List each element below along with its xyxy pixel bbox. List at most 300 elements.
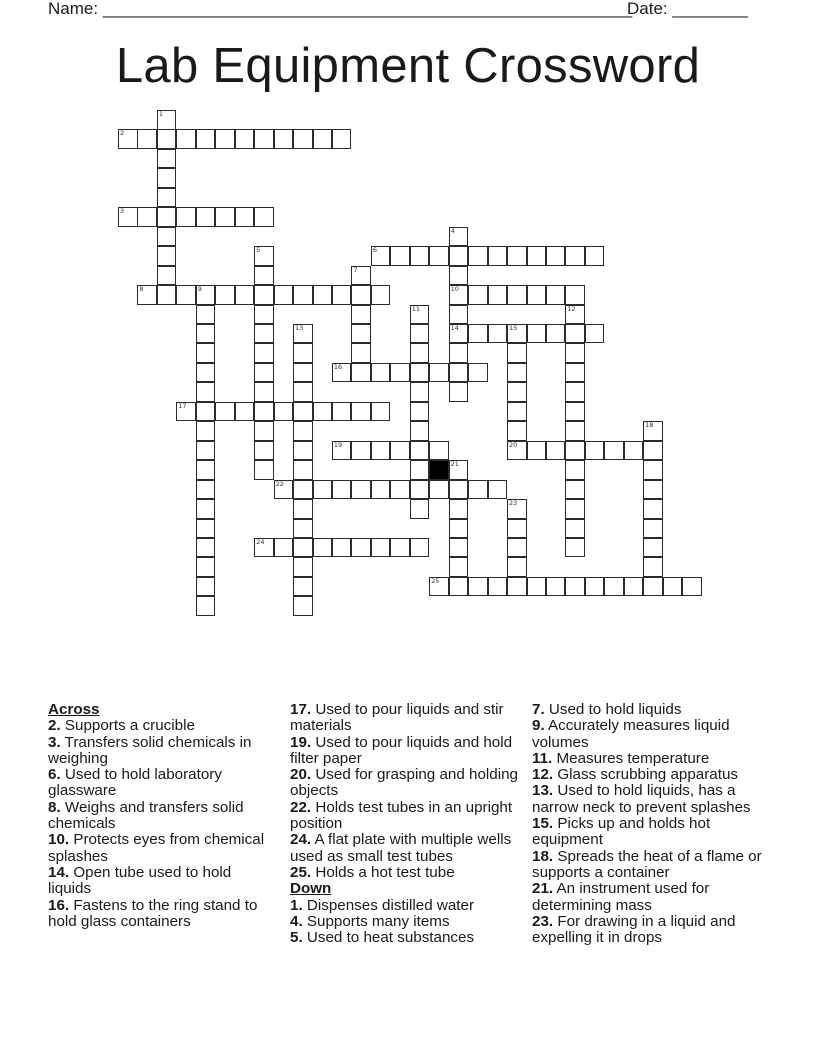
grid-cell[interactable] xyxy=(293,577,313,597)
grid-cell[interactable] xyxy=(410,421,430,441)
grid-cell[interactable] xyxy=(196,324,216,344)
grid-cell[interactable] xyxy=(313,480,333,500)
grid-cell[interactable] xyxy=(565,480,585,500)
grid-cell[interactable] xyxy=(507,285,527,305)
grid-cell[interactable] xyxy=(332,285,352,305)
grid-cell[interactable] xyxy=(293,324,313,344)
grid-cell[interactable] xyxy=(429,363,449,383)
clue-text: Used for grasping and holding objects xyxy=(290,766,518,800)
grid-cell[interactable] xyxy=(449,363,469,383)
grid-cell[interactable] xyxy=(371,402,391,422)
grid-cell[interactable] xyxy=(507,519,527,539)
grid-cell[interactable] xyxy=(157,266,177,286)
grid-cell[interactable] xyxy=(468,285,488,305)
grid-cell[interactable] xyxy=(332,441,352,461)
grid-cell[interactable] xyxy=(157,227,177,247)
grid-cell[interactable] xyxy=(565,246,585,266)
grid-cell[interactable] xyxy=(565,441,585,461)
clue-number: 13. xyxy=(532,782,554,800)
grid-cell[interactable] xyxy=(196,421,216,441)
grid-cell[interactable] xyxy=(643,538,663,558)
grid-cell[interactable] xyxy=(196,596,216,616)
clue-item xyxy=(532,783,768,816)
grid-cell[interactable] xyxy=(468,363,488,383)
clue-item xyxy=(532,702,768,718)
grid-cell[interactable] xyxy=(488,324,508,344)
clue-number: 2. xyxy=(48,717,61,735)
grid-cell[interactable] xyxy=(507,499,527,519)
clue-item xyxy=(532,816,768,849)
grid-cell[interactable] xyxy=(176,207,196,227)
grid-cell[interactable] xyxy=(527,324,547,344)
grid-cell[interactable] xyxy=(293,402,313,422)
clue-column-2 xyxy=(290,702,518,946)
cell-number: 21 xyxy=(450,460,459,469)
grid-cell[interactable] xyxy=(527,577,547,597)
grid-cell[interactable] xyxy=(527,246,547,266)
grid-cell[interactable] xyxy=(351,441,371,461)
grid-cell[interactable] xyxy=(488,285,508,305)
grid-cell[interactable] xyxy=(176,285,196,305)
clue-text: Weighs and transfers solid chemicals xyxy=(48,798,244,833)
grid-cell[interactable] xyxy=(293,519,313,539)
clue-column-3 xyxy=(532,702,768,946)
grid-cell[interactable] xyxy=(157,207,177,227)
grid-cell[interactable] xyxy=(274,538,294,558)
grid-cell[interactable] xyxy=(585,324,605,344)
clue-text: Holds a hot test tube xyxy=(311,863,455,881)
cell-number: 18 xyxy=(645,421,654,430)
grid-cell[interactable] xyxy=(196,402,216,422)
cell-number: 3 xyxy=(120,207,125,216)
clue-number: 1. xyxy=(290,896,303,914)
grid-cell[interactable] xyxy=(449,382,469,402)
grid-cell[interactable] xyxy=(157,110,177,130)
clue-text: An instrument used for determining mass xyxy=(532,880,710,914)
clue-text: Used to hold laboratory glassware xyxy=(48,766,222,800)
grid-cell[interactable] xyxy=(546,441,566,461)
clue-text: Fastens to the ring stand to hold glass containers xyxy=(48,896,258,930)
grid-cell[interactable] xyxy=(468,480,488,500)
clue-text: Accurately measures liquid volumes xyxy=(532,717,730,751)
grid-cell[interactable] xyxy=(565,421,585,441)
cell-number: 5 xyxy=(256,246,261,255)
grid-cell[interactable] xyxy=(274,480,294,500)
clue-number: 7. xyxy=(532,701,545,718)
grid-cell[interactable] xyxy=(215,207,235,227)
grid-cell[interactable] xyxy=(565,499,585,519)
grid-cell[interactable] xyxy=(390,480,410,500)
cell-number: 11 xyxy=(411,304,421,313)
grid-cell[interactable] xyxy=(624,441,644,461)
grid-cell[interactable] xyxy=(507,577,527,597)
clue-text: Protects eyes from chemical splashes xyxy=(48,831,265,865)
grid-cell[interactable] xyxy=(429,246,449,266)
clue-item xyxy=(290,914,518,930)
clue-text: Open tube used to hold liquids xyxy=(48,863,232,898)
grid-cell[interactable] xyxy=(429,441,449,461)
grid-cell[interactable] xyxy=(565,363,585,383)
grid-cell[interactable] xyxy=(604,441,624,461)
page-title: Lab Equipment Crossword xyxy=(115,39,701,93)
grid-cell[interactable] xyxy=(196,441,216,461)
grid-cell[interactable] xyxy=(196,285,216,305)
grid-cell[interactable] xyxy=(293,363,313,383)
grid-cell[interactable] xyxy=(293,129,313,149)
grid-cell[interactable] xyxy=(604,577,624,597)
grid-cell[interactable] xyxy=(254,402,274,422)
grid-cell[interactable] xyxy=(371,363,391,383)
grid-cell[interactable] xyxy=(254,129,274,149)
grid-cell[interactable] xyxy=(507,343,527,363)
grid-cell[interactable] xyxy=(254,538,274,558)
grid-cell[interactable] xyxy=(449,266,469,286)
grid-cell[interactable] xyxy=(254,363,274,383)
grid-cell[interactable] xyxy=(410,441,430,461)
clue-text: Holds test tubes in an upright position xyxy=(290,798,513,833)
grid-cell[interactable] xyxy=(565,402,585,422)
clue-item xyxy=(290,865,518,881)
grid-cell[interactable] xyxy=(293,460,313,480)
clue-item xyxy=(290,800,518,833)
cell-number: 16 xyxy=(333,362,343,371)
grid-cell[interactable] xyxy=(565,285,585,305)
grid-cell[interactable] xyxy=(682,577,702,597)
grid-cell[interactable] xyxy=(293,285,313,305)
grid-cell[interactable] xyxy=(449,499,469,519)
grid-cell[interactable] xyxy=(507,363,527,383)
cell-number: 4 xyxy=(450,226,455,235)
grid-cell[interactable] xyxy=(643,480,663,500)
grid-cell[interactable] xyxy=(215,402,235,422)
clue-item xyxy=(532,881,768,914)
grid-cell[interactable] xyxy=(196,343,216,363)
grid-cell[interactable] xyxy=(332,129,352,149)
grid-cell[interactable] xyxy=(235,129,255,149)
grid-cell[interactable] xyxy=(371,285,391,305)
grid-cell[interactable] xyxy=(643,519,663,539)
grid-cell[interactable] xyxy=(390,441,410,461)
grid-cell[interactable] xyxy=(293,499,313,519)
grid-cell[interactable] xyxy=(565,382,585,402)
grid-cell[interactable] xyxy=(643,557,663,577)
grid-cell[interactable] xyxy=(527,285,547,305)
grid-cell[interactable] xyxy=(332,363,352,383)
grid-cell[interactable] xyxy=(624,577,644,597)
grid-cell[interactable] xyxy=(157,246,177,266)
grid-cell[interactable] xyxy=(196,480,216,500)
grid-cell[interactable] xyxy=(254,421,274,441)
grid-cell[interactable] xyxy=(196,129,216,149)
grid-cell[interactable] xyxy=(351,402,371,422)
grid-cell[interactable] xyxy=(643,460,663,480)
grid-cell[interactable] xyxy=(371,246,391,266)
clue-text: Used to hold liquids, has a narrow neck to prevent splashes xyxy=(532,782,751,816)
grid-cell[interactable] xyxy=(137,129,157,149)
grid-cell[interactable] xyxy=(313,129,333,149)
grid-cell[interactable] xyxy=(176,129,196,149)
grid-cell[interactable] xyxy=(274,285,294,305)
grid-cell[interactable] xyxy=(429,480,449,500)
grid-cell[interactable] xyxy=(176,402,196,422)
grid-cell[interactable] xyxy=(643,499,663,519)
grid-cell[interactable] xyxy=(565,538,585,558)
clue-item xyxy=(48,735,276,768)
clue-number: 8. xyxy=(48,798,61,816)
grid-cell[interactable] xyxy=(293,382,313,402)
grid-cell[interactable] xyxy=(410,402,430,422)
grid-cell[interactable] xyxy=(449,460,469,480)
clue-item xyxy=(532,767,768,783)
grid-cell[interactable] xyxy=(546,577,566,597)
grid-cell[interactable] xyxy=(449,480,469,500)
clue-item xyxy=(290,767,518,800)
grid-cell[interactable] xyxy=(196,538,216,558)
grid-cell[interactable] xyxy=(254,343,274,363)
grid-cell[interactable] xyxy=(449,305,469,325)
cell-number: 12 xyxy=(567,304,576,313)
clue-item xyxy=(532,751,768,767)
cell-number: 22 xyxy=(275,479,284,488)
grid-cell[interactable] xyxy=(157,188,177,208)
name-field-label: Name: ________________________________________________________ xyxy=(48,0,633,18)
grid-cell[interactable] xyxy=(351,480,371,500)
grid-cell[interactable] xyxy=(410,480,430,500)
grid-cell[interactable] xyxy=(274,402,294,422)
grid-cell[interactable] xyxy=(565,519,585,539)
grid-cell[interactable] xyxy=(235,285,255,305)
cell-number: 7 xyxy=(353,265,358,274)
cell-number: 9 xyxy=(197,285,202,293)
grid-cell[interactable] xyxy=(449,519,469,539)
clue-number: 16. xyxy=(48,896,70,914)
grid-cell[interactable] xyxy=(546,285,566,305)
grid-cell[interactable] xyxy=(137,285,157,305)
grid-cell[interactable] xyxy=(410,305,430,325)
clue-item xyxy=(48,800,276,833)
grid-cell[interactable] xyxy=(410,343,430,363)
grid-cell[interactable] xyxy=(157,129,177,149)
grid-cell[interactable] xyxy=(410,382,430,402)
clue-text: Used to heat substances xyxy=(302,929,475,947)
grid-cell[interactable] xyxy=(254,324,274,344)
grid-cell[interactable] xyxy=(293,596,313,616)
grid-cell[interactable] xyxy=(565,324,585,344)
cell-number: 25 xyxy=(431,576,440,585)
clue-number: 6. xyxy=(48,766,61,784)
grid-cell[interactable] xyxy=(546,246,566,266)
grid-cell[interactable] xyxy=(507,402,527,422)
grid-cell[interactable] xyxy=(565,305,585,325)
grid-cell[interactable] xyxy=(390,538,410,558)
clue-item xyxy=(290,898,518,914)
clue-number: 22. xyxy=(290,798,312,816)
cell-number: 10 xyxy=(450,285,459,293)
grid-cell[interactable] xyxy=(313,538,333,558)
grid-cell[interactable] xyxy=(157,285,177,305)
grid-cell[interactable] xyxy=(254,285,274,305)
grid-cell[interactable] xyxy=(527,441,547,461)
grid-cell[interactable] xyxy=(332,402,352,422)
clue-text: Picks up and holds hot equipment xyxy=(532,815,711,849)
grid-cell[interactable] xyxy=(254,207,274,227)
clue-text: Dispenses distilled water xyxy=(302,896,475,914)
grid-cell[interactable] xyxy=(157,168,177,188)
cell-number: 20 xyxy=(509,440,518,449)
clue-number: 19. xyxy=(290,733,312,751)
grid-cell[interactable] xyxy=(449,227,469,247)
grid-cell[interactable] xyxy=(507,421,527,441)
grid-cell[interactable] xyxy=(293,343,313,363)
grid-cell[interactable] xyxy=(585,577,605,597)
grid-cell[interactable] xyxy=(449,285,469,305)
grid-cell[interactable] xyxy=(546,324,566,344)
cell-number: 23 xyxy=(509,499,518,507)
grid-cell[interactable] xyxy=(585,246,605,266)
grid-cell[interactable] xyxy=(371,538,391,558)
grid-cell[interactable] xyxy=(215,285,235,305)
clue-item xyxy=(532,849,768,882)
grid-cell[interactable] xyxy=(371,480,391,500)
grid-cell[interactable] xyxy=(118,207,138,227)
clue-text: Glass scrubbing apparatus xyxy=(553,766,739,784)
grid-cell[interactable] xyxy=(215,129,235,149)
black-cell xyxy=(429,460,449,480)
grid-cell[interactable] xyxy=(429,577,449,597)
grid-cell[interactable] xyxy=(293,441,313,461)
grid-cell[interactable] xyxy=(663,577,683,597)
cell-number: 2 xyxy=(120,129,125,138)
grid-cell[interactable] xyxy=(468,324,488,344)
clue-number: 14. xyxy=(48,863,70,881)
grid-cell[interactable] xyxy=(507,557,527,577)
grid-cell[interactable] xyxy=(254,441,274,461)
grid-cell[interactable] xyxy=(351,343,371,363)
grid-cell[interactable] xyxy=(196,577,216,597)
grid-cell[interactable] xyxy=(196,460,216,480)
clue-number: 11. xyxy=(532,749,553,767)
grid-cell[interactable] xyxy=(585,441,605,461)
grid-cell[interactable] xyxy=(351,285,371,305)
cell-number: 14 xyxy=(450,323,459,332)
grid-cell[interactable] xyxy=(351,324,371,344)
clue-number: 23. xyxy=(532,912,554,930)
grid-cell[interactable] xyxy=(196,382,216,402)
clue-item xyxy=(290,735,518,768)
grid-cell[interactable] xyxy=(410,499,430,519)
grid-cell[interactable] xyxy=(643,441,663,461)
grid-cell[interactable] xyxy=(293,557,313,577)
grid-cell[interactable] xyxy=(371,441,391,461)
clue-item xyxy=(48,898,276,931)
grid-cell[interactable] xyxy=(196,207,216,227)
grid-cell[interactable] xyxy=(351,266,371,286)
clue-item xyxy=(290,702,518,735)
grid-cell[interactable] xyxy=(351,538,371,558)
grid-cell[interactable] xyxy=(118,129,138,149)
grid-cell[interactable] xyxy=(507,441,527,461)
grid-cell[interactable] xyxy=(390,246,410,266)
clue-item xyxy=(532,718,768,751)
grid-cell[interactable] xyxy=(274,129,294,149)
grid-cell[interactable] xyxy=(351,363,371,383)
grid-cell[interactable] xyxy=(254,266,274,286)
grid-cell[interactable] xyxy=(196,305,216,325)
grid-cell[interactable] xyxy=(410,538,430,558)
grid-cell[interactable] xyxy=(196,499,216,519)
grid-cell[interactable] xyxy=(390,363,410,383)
grid-cell[interactable] xyxy=(488,480,508,500)
grid-cell[interactable] xyxy=(449,343,469,363)
grid-cell[interactable] xyxy=(468,246,488,266)
grid-cell[interactable] xyxy=(332,480,352,500)
grid-cell[interactable] xyxy=(157,149,177,169)
grid-cell[interactable] xyxy=(565,460,585,480)
grid-cell[interactable] xyxy=(254,246,274,266)
grid-cell[interactable] xyxy=(468,577,488,597)
clue-column-1 xyxy=(48,702,276,930)
grid-cell[interactable] xyxy=(565,343,585,363)
grid-cell[interactable] xyxy=(351,305,371,325)
grid-cell[interactable] xyxy=(449,538,469,558)
grid-cell[interactable] xyxy=(449,246,469,266)
clue-text: Spreads the heat of a flame or supports a container xyxy=(532,847,762,881)
clue-item xyxy=(290,930,518,946)
grid-cell[interactable] xyxy=(235,402,255,422)
clue-text: A flat plate with multiple wells used as small test tubes xyxy=(290,831,512,865)
grid-cell[interactable] xyxy=(565,577,585,597)
cell-number: 24 xyxy=(256,537,265,546)
grid-cell[interactable] xyxy=(196,363,216,383)
grid-cell[interactable] xyxy=(313,285,333,305)
grid-cell[interactable] xyxy=(254,460,274,480)
grid-cell[interactable] xyxy=(449,324,469,344)
cell-number: 8 xyxy=(139,285,144,293)
grid-cell[interactable] xyxy=(254,305,274,325)
grid-cell[interactable] xyxy=(332,538,352,558)
grid-cell[interactable] xyxy=(196,519,216,539)
grid-cell[interactable] xyxy=(137,207,157,227)
grid-cell[interactable] xyxy=(410,363,430,383)
grid-cell[interactable] xyxy=(507,246,527,266)
clue-text: Used to pour liquids and hold filter paper xyxy=(290,733,513,767)
grid-cell[interactable] xyxy=(488,577,508,597)
grid-cell[interactable] xyxy=(507,324,527,344)
clue-text: Supports many items xyxy=(302,912,450,930)
grid-cell[interactable] xyxy=(449,557,469,577)
grid-cell[interactable] xyxy=(507,538,527,558)
grid-cell[interactable] xyxy=(507,382,527,402)
grid-cell[interactable] xyxy=(643,577,663,597)
grid-cell[interactable] xyxy=(235,207,255,227)
clue-text: Used to hold liquids xyxy=(544,701,682,718)
grid-cell[interactable] xyxy=(254,382,274,402)
grid-cell[interactable] xyxy=(410,246,430,266)
grid-cell[interactable] xyxy=(643,421,663,441)
grid-cell[interactable] xyxy=(293,421,313,441)
clue-number: 5. xyxy=(290,929,303,947)
grid-cell[interactable] xyxy=(293,538,313,558)
grid-cell[interactable] xyxy=(293,480,313,500)
grid-cell[interactable] xyxy=(313,402,333,422)
grid-cell[interactable] xyxy=(196,557,216,577)
across-heading: Across xyxy=(48,701,100,718)
cell-number: 15 xyxy=(509,323,518,332)
grid-cell[interactable] xyxy=(449,577,469,597)
grid-cell[interactable] xyxy=(410,460,430,480)
grid-cell[interactable] xyxy=(488,246,508,266)
grid-cell[interactable] xyxy=(410,324,430,344)
